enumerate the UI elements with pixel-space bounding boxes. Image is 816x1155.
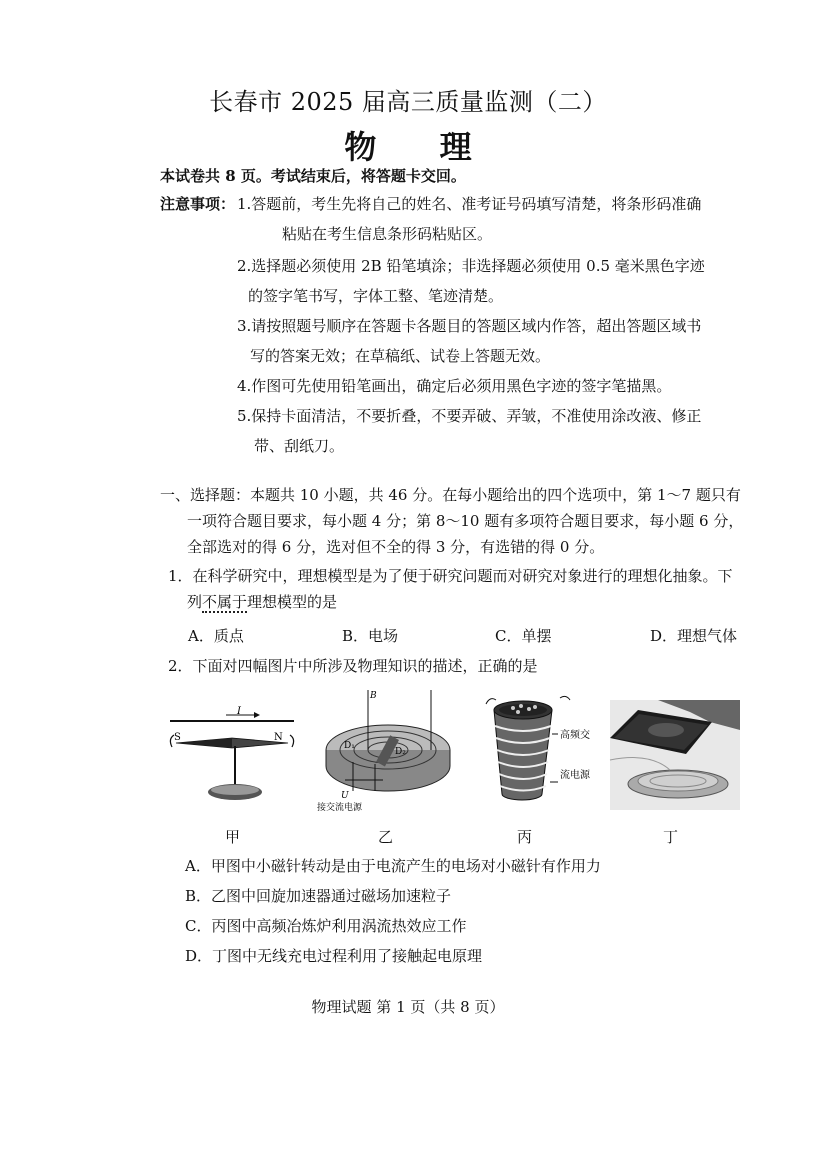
figure-ding <box>610 700 740 810</box>
note-2-line-1: 2.选择题必须使用 2B 铅笔填涂；非选择题必须使用 0.5 毫米黑色字迹 <box>237 257 705 275</box>
figure-jia <box>168 700 298 810</box>
figure-yi-b-label: B <box>370 691 377 701</box>
figure-yi-drawing <box>313 688 458 813</box>
q2-option-b: B．乙图中回旋加速器通过磁场加速粒子 <box>185 887 452 905</box>
page-footer: 物理试题 第 1 页（共 8 页） <box>311 998 505 1016</box>
section-1-line-1: 一、选择题：本题共 10 小题，共 46 分。在每小题给出的四个选项中，第 1～7 题只有 <box>160 486 741 504</box>
note-5-line-1: 5.保持卡面清洁，不要折叠，不要弄破、弄皱，不准使用涂改液、修正 <box>237 407 702 425</box>
figure-jia-label: 甲 <box>225 828 241 846</box>
figure-bing <box>480 690 605 810</box>
note-1-line-1: 1.答题前，考生先将自己的姓名、准考证号码填写清楚，将条形码准确 <box>237 195 702 213</box>
q2-option-c: C．丙图中高频冶炼炉利用涡流热效应工作 <box>185 917 467 935</box>
q1-emphasis: 不属于 <box>202 593 248 611</box>
figure-bing-text-1: 高频交 <box>560 730 590 741</box>
q2-option-d: D．丁图中无线充电过程利用了接触起电原理 <box>185 947 483 965</box>
figure-yi-label: 乙 <box>378 828 394 846</box>
figure-ding-drawing <box>610 700 740 810</box>
q1-option-b: B．电场 <box>342 627 399 645</box>
q1-stem-line-2 <box>187 591 337 612</box>
q1-stem-line-1: 1．在科学研究中，理想模型是为了便于研究问题而对研究对象进行的理想化抽象。下 <box>168 567 733 585</box>
section-1-line-2: 一项符合题目要求，每小题 4 分；第 8～10 题有多项符合题目要求，每小题 6 分， <box>187 512 744 530</box>
figure-ding-label: 丁 <box>663 828 679 846</box>
figure-yi <box>313 688 458 813</box>
figure-yi-d1-label: D₁ <box>344 741 355 751</box>
figure-bing-label: 丙 <box>517 828 533 846</box>
note-5-line-2: 带、刮纸刀。 <box>254 437 345 455</box>
figure-jia-current-label: I <box>237 706 241 717</box>
figure-bing-drawing <box>480 690 605 810</box>
figure-bing-text-2: 流电源 <box>560 770 590 781</box>
q1-option-d: D．理想气体 <box>650 627 738 645</box>
q2-option-a: A．甲图中小磁针转动是由于电流产生的电场对小磁针有作用力 <box>185 857 601 875</box>
notes-label: 注意事项： <box>160 195 236 213</box>
figure-jia-south-label: S <box>174 732 181 743</box>
note-3-line-1: 3.请按照题号顺序在答题卡各题目的答题区域内作答，超出答题区域书 <box>237 317 702 335</box>
q1-option-c: C．单摆 <box>495 627 552 645</box>
note-3-line-2: 写的答案无效；在草稿纸、试卷上答题无效。 <box>250 347 551 365</box>
figure-yi-source-label: 接交流电源 <box>317 803 363 813</box>
figure-yi-d2-label: D₂ <box>395 747 406 757</box>
q1-stem-post: 理想模型的是 <box>247 593 338 611</box>
figure-jia-north-label: N <box>274 732 283 743</box>
note-2-line-2: 的签字笔书写，字体工整、笔迹清楚。 <box>248 287 504 305</box>
q1-stem-pre: 列 <box>187 593 203 611</box>
note-1-line-2: 粘贴在考生信息条形码粘贴区。 <box>282 225 493 243</box>
figure-yi-u-label: U <box>341 791 349 801</box>
section-1-line-3: 全部选对的得 6 分，选对但不全的得 3 分，有选错的得 0 分。 <box>187 538 605 556</box>
figure-jia-drawing <box>168 700 298 810</box>
subject-title: 物 理 <box>344 128 472 166</box>
exam-title: 长春市 2025 届高三质量监测（二） <box>209 88 607 116</box>
intro-text: 本试卷共 8 页。考试结束后，将答题卡交回。 <box>160 167 466 185</box>
q1-option-a: A．质点 <box>188 627 244 645</box>
q2-stem: 2．下面对四幅图片中所涉及物理知识的描述，正确的是 <box>168 657 538 675</box>
note-4-line-1: 4.作图可先使用铅笔画出，确定后必须用黑色字迹的签字笔描黑。 <box>237 377 672 395</box>
